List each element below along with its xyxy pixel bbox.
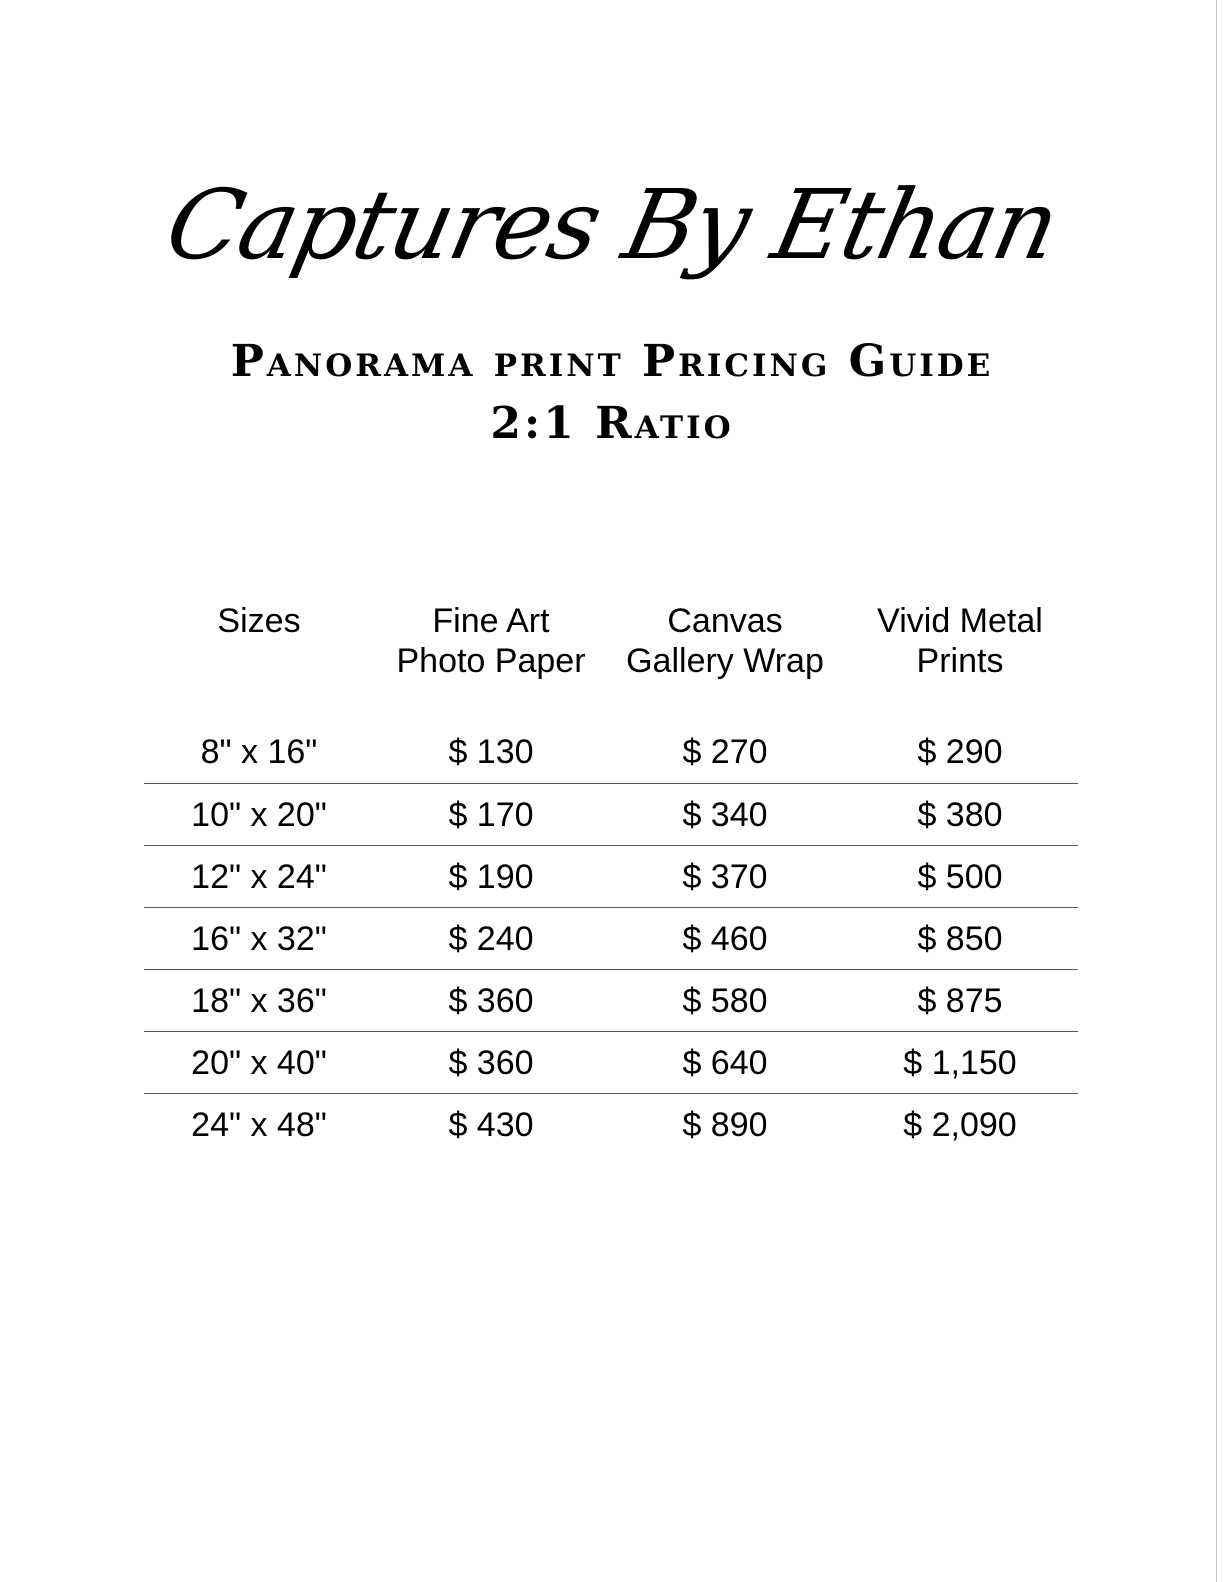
header-fine-art-line-2: Photo Paper: [396, 642, 586, 680]
fine-art-price-cell: $ 360: [448, 1044, 534, 1082]
fine-art-price-cell: $ 170: [448, 796, 534, 834]
table-row: [144, 1031, 1078, 1093]
table-row: [144, 969, 1078, 1031]
metal-price-cell: $ 2,090: [903, 1106, 1017, 1144]
metal-price-cell: $ 290: [917, 733, 1003, 771]
header-canvas-line-1: Canvas: [667, 602, 783, 640]
size-cell: 8" x 16": [200, 733, 318, 771]
canvas-price-cell: $ 370: [682, 858, 768, 896]
table-row: [144, 1093, 1078, 1155]
header-canvas-line-2: Gallery Wrap: [626, 642, 824, 680]
fine-art-price-cell: $ 430: [448, 1106, 534, 1144]
table-row: [144, 907, 1078, 969]
header-metal-line-1: Vivid Metal: [877, 602, 1043, 640]
header-metal-line-2: Prints: [916, 642, 1004, 680]
metal-price-cell: $ 500: [917, 858, 1003, 896]
header-vivid-metal-prints: [842, 600, 1078, 720]
table-row: [144, 783, 1078, 845]
page-title: Panorama print Pricing Guide: [230, 336, 994, 387]
table-row: [144, 721, 1078, 783]
header-fine-art-photo-paper: [374, 600, 608, 720]
fine-art-price-cell: $ 240: [448, 920, 534, 958]
canvas-price-cell: $ 340: [682, 796, 768, 834]
size-cell: 20" x 40": [191, 1044, 327, 1082]
canvas-price-cell: $ 580: [682, 982, 768, 1020]
canvas-price-cell: $ 460: [682, 920, 768, 958]
size-cell: 12" x 24": [191, 858, 327, 896]
canvas-price-cell: $ 890: [682, 1106, 768, 1144]
size-cell: 24" x 48": [191, 1106, 327, 1144]
canvas-price-cell: $ 640: [682, 1044, 768, 1082]
header-sizes: [144, 600, 374, 720]
canvas-price-cell: $ 270: [682, 733, 768, 771]
header-sizes-line-1: Sizes: [217, 602, 301, 640]
size-cell: 18" x 36": [191, 982, 327, 1020]
fine-art-price-cell: $ 190: [448, 858, 534, 896]
pricing-table-body: [144, 721, 1078, 1155]
pricing-table: [144, 600, 1078, 1155]
metal-price-cell: $ 875: [917, 982, 1003, 1020]
metal-price-cell: $ 380: [917, 796, 1003, 834]
fine-art-price-cell: $ 130: [448, 733, 534, 771]
pricing-table-header: [144, 600, 1078, 720]
table-row: [144, 845, 1078, 907]
page-subtitle: 2:1 Ratio: [490, 398, 734, 449]
metal-price-cell: $ 850: [917, 920, 1003, 958]
page-edge-divider: [1216, 0, 1217, 1582]
metal-price-cell: $ 1,150: [903, 1044, 1017, 1082]
header-canvas-gallery-wrap: [608, 600, 842, 720]
header-fine-art-line-1: Fine Art: [432, 602, 550, 640]
fine-art-price-cell: $ 360: [448, 982, 534, 1020]
brand-signature-logo: Captures By Ethan: [157, 169, 1067, 281]
size-cell: 10" x 20": [191, 796, 327, 834]
size-cell: 16" x 32": [191, 920, 327, 958]
